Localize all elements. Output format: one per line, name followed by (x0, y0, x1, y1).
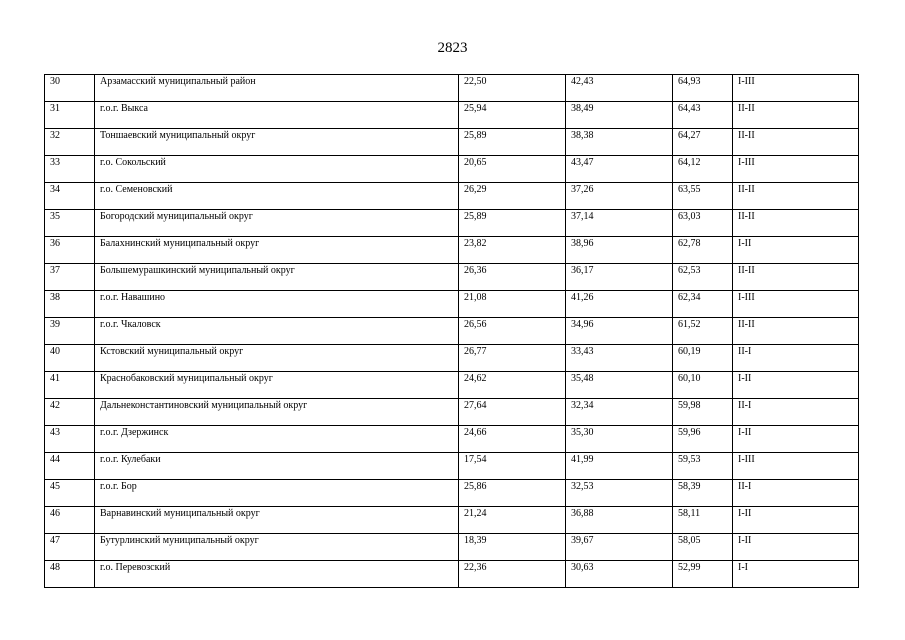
row-number-cell: 39 (45, 318, 95, 345)
total-score-cell: 58,11 (673, 507, 733, 534)
total-score-cell: 64,93 (673, 75, 733, 102)
total-score-cell: 60,10 (673, 372, 733, 399)
indicator-2-cell: 38,96 (566, 237, 673, 264)
indicator-2-cell: 38,38 (566, 129, 673, 156)
municipality-name-cell: Балахнинский муниципальный округ (95, 237, 459, 264)
row-number-cell: 43 (45, 426, 95, 453)
table-row (45, 210, 859, 237)
indicator-1-cell: 25,89 (459, 210, 566, 237)
municipality-name-cell: г.о. Семеновский (95, 183, 459, 210)
indicator-1-cell: 25,86 (459, 480, 566, 507)
total-score-cell: 60,19 (673, 345, 733, 372)
row-number-cell: 44 (45, 453, 95, 480)
indicator-2-cell: 43,47 (566, 156, 673, 183)
table-row (45, 372, 859, 399)
total-score-cell: 63,03 (673, 210, 733, 237)
group-cell: I-II (733, 372, 859, 399)
total-score-cell: 59,53 (673, 453, 733, 480)
indicator-2-cell: 41,99 (566, 453, 673, 480)
table-row (45, 291, 859, 318)
table-row (45, 480, 859, 507)
municipality-name-cell: г.о. Перевозский (95, 561, 459, 588)
indicator-1-cell: 26,56 (459, 318, 566, 345)
group-cell: I-I (733, 561, 859, 588)
total-score-cell: 64,27 (673, 129, 733, 156)
total-score-cell: 63,55 (673, 183, 733, 210)
table-row (45, 75, 859, 102)
municipality-name-cell: г.о.г. Выкса (95, 102, 459, 129)
row-number-cell: 48 (45, 561, 95, 588)
row-number-cell: 42 (45, 399, 95, 426)
table-row (45, 318, 859, 345)
indicator-2-cell: 35,30 (566, 426, 673, 453)
row-number-cell: 38 (45, 291, 95, 318)
group-cell: II-II (733, 102, 859, 129)
indicator-1-cell: 25,89 (459, 129, 566, 156)
indicator-2-cell: 33,43 (566, 345, 673, 372)
indicator-2-cell: 41,26 (566, 291, 673, 318)
table-row (45, 129, 859, 156)
group-cell: II-II (733, 210, 859, 237)
indicator-2-cell: 36,17 (566, 264, 673, 291)
municipality-name-cell: Большемурашкинский муниципальный округ (95, 264, 459, 291)
group-cell: II-I (733, 399, 859, 426)
total-score-cell: 61,52 (673, 318, 733, 345)
group-cell: I-III (733, 75, 859, 102)
group-cell: I-III (733, 453, 859, 480)
table-row (45, 534, 859, 561)
table-row (45, 102, 859, 129)
table-row (45, 183, 859, 210)
group-cell: II-II (733, 129, 859, 156)
total-score-cell: 64,12 (673, 156, 733, 183)
row-number-cell: 40 (45, 345, 95, 372)
indicator-2-cell: 37,26 (566, 183, 673, 210)
row-number-cell: 45 (45, 480, 95, 507)
indicator-1-cell: 20,65 (459, 156, 566, 183)
total-score-cell: 62,34 (673, 291, 733, 318)
rating-table (44, 74, 859, 588)
indicator-1-cell: 26,36 (459, 264, 566, 291)
total-score-cell: 52,99 (673, 561, 733, 588)
table-row (45, 399, 859, 426)
group-cell: II-I (733, 480, 859, 507)
group-cell: I-II (733, 534, 859, 561)
group-cell: I-II (733, 507, 859, 534)
indicator-1-cell: 21,24 (459, 507, 566, 534)
indicator-1-cell: 25,94 (459, 102, 566, 129)
group-cell: II-II (733, 318, 859, 345)
municipality-name-cell: г.о.г. Навашино (95, 291, 459, 318)
indicator-1-cell: 23,82 (459, 237, 566, 264)
indicator-2-cell: 32,34 (566, 399, 673, 426)
indicator-1-cell: 27,64 (459, 399, 566, 426)
indicator-2-cell: 32,53 (566, 480, 673, 507)
row-number-cell: 30 (45, 75, 95, 102)
total-score-cell: 59,96 (673, 426, 733, 453)
table-row (45, 156, 859, 183)
municipality-name-cell: Богородский муниципальный округ (95, 210, 459, 237)
table-row (45, 237, 859, 264)
municipality-name-cell: Дальнеконстантиновский муниципальный округ (95, 399, 459, 426)
indicator-1-cell: 26,29 (459, 183, 566, 210)
municipality-name-cell: Тоншаевский муниципальный округ (95, 129, 459, 156)
municipality-name-cell: Кстовский муниципальный округ (95, 345, 459, 372)
municipality-name-cell: Арзамасский муниципальный район (95, 75, 459, 102)
indicator-2-cell: 35,48 (566, 372, 673, 399)
row-number-cell: 41 (45, 372, 95, 399)
indicator-1-cell: 21,08 (459, 291, 566, 318)
table-row (45, 426, 859, 453)
row-number-cell: 37 (45, 264, 95, 291)
row-number-cell: 46 (45, 507, 95, 534)
indicator-2-cell: 42,43 (566, 75, 673, 102)
table-row (45, 345, 859, 372)
indicator-1-cell: 24,62 (459, 372, 566, 399)
indicator-2-cell: 39,67 (566, 534, 673, 561)
row-number-cell: 31 (45, 102, 95, 129)
group-cell: II-I (733, 345, 859, 372)
indicator-1-cell: 17,54 (459, 453, 566, 480)
municipality-name-cell: г.о.г. Чкаловск (95, 318, 459, 345)
indicator-1-cell: 24,66 (459, 426, 566, 453)
municipality-name-cell: Варнавинский муниципальный округ (95, 507, 459, 534)
indicator-1-cell: 26,77 (459, 345, 566, 372)
page-number: 2823 (437, 40, 468, 56)
municipality-name-cell: Краснобаковский муниципальный округ (95, 372, 459, 399)
total-score-cell: 62,53 (673, 264, 733, 291)
indicator-1-cell: 22,50 (459, 75, 566, 102)
municipality-name-cell: г.о.г. Кулебаки (95, 453, 459, 480)
municipality-name-cell: Бутурлинский муниципальный округ (95, 534, 459, 561)
row-number-cell: 35 (45, 210, 95, 237)
municipality-name-cell: г.о.г. Дзержинск (95, 426, 459, 453)
group-cell: II-II (733, 264, 859, 291)
rating-table-body (45, 75, 859, 588)
table-row (45, 453, 859, 480)
table-row (45, 507, 859, 534)
table-row (45, 561, 859, 588)
row-number-cell: 47 (45, 534, 95, 561)
row-number-cell: 33 (45, 156, 95, 183)
indicator-2-cell: 37,14 (566, 210, 673, 237)
indicator-2-cell: 38,49 (566, 102, 673, 129)
total-score-cell: 59,98 (673, 399, 733, 426)
municipality-name-cell: г.о.г. Бор (95, 480, 459, 507)
group-cell: II-II (733, 183, 859, 210)
row-number-cell: 34 (45, 183, 95, 210)
group-cell: I-III (733, 156, 859, 183)
group-cell: I-II (733, 237, 859, 264)
municipality-name-cell: г.о. Сокольский (95, 156, 459, 183)
table-row (45, 264, 859, 291)
row-number-cell: 32 (45, 129, 95, 156)
indicator-2-cell: 36,88 (566, 507, 673, 534)
total-score-cell: 62,78 (673, 237, 733, 264)
indicator-1-cell: 22,36 (459, 561, 566, 588)
total-score-cell: 58,39 (673, 480, 733, 507)
group-cell: I-II (733, 426, 859, 453)
total-score-cell: 64,43 (673, 102, 733, 129)
indicator-2-cell: 34,96 (566, 318, 673, 345)
indicator-1-cell: 18,39 (459, 534, 566, 561)
group-cell: I-III (733, 291, 859, 318)
indicator-2-cell: 30,63 (566, 561, 673, 588)
row-number-cell: 36 (45, 237, 95, 264)
total-score-cell: 58,05 (673, 534, 733, 561)
